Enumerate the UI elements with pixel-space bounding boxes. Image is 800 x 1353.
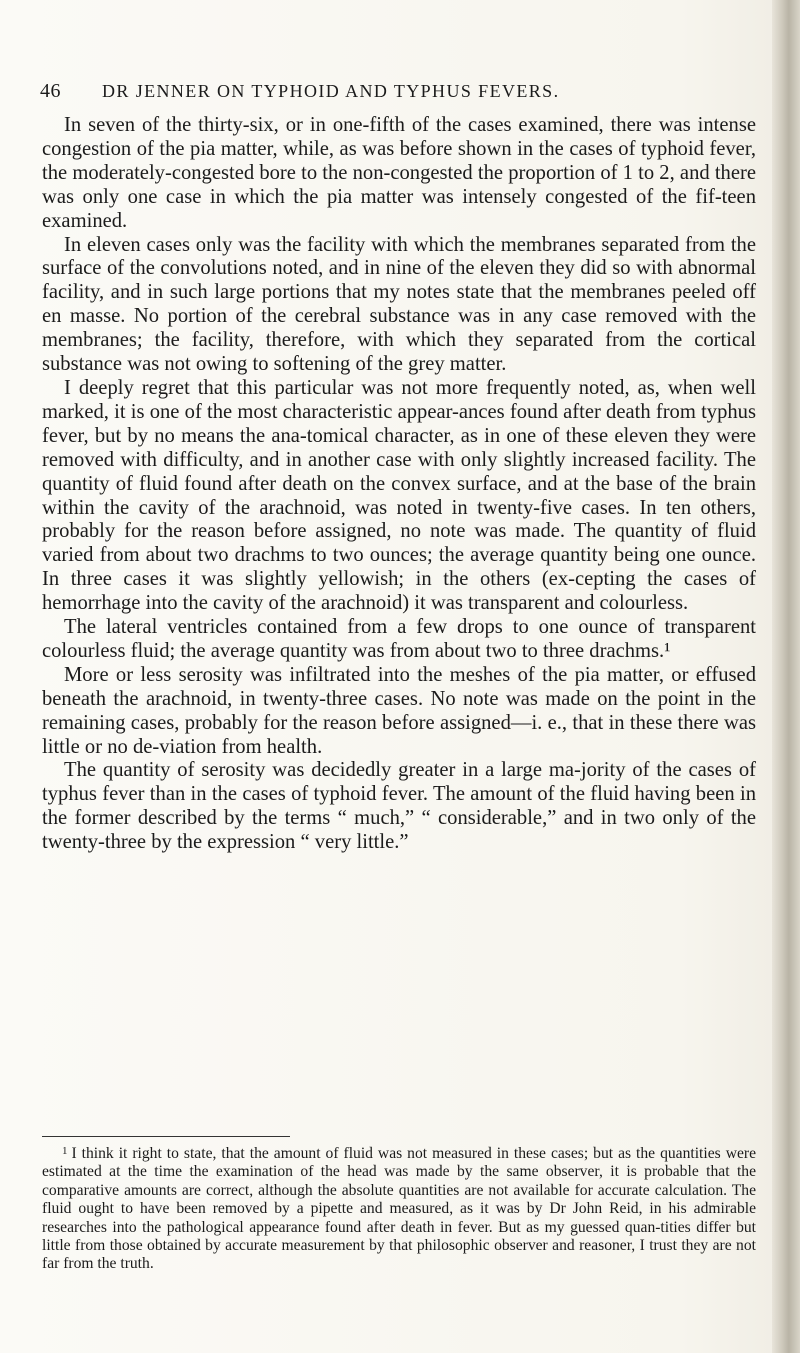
footnote-paragraph xyxy=(42,1142,756,1274)
page-edge xyxy=(772,0,800,1353)
paragraph: I deeply regret that this particular was not more frequently noted, as, when well marked, it is one of the most characteristic appear-ances found after death from typhus fever, but by no means the ana-tomical character, as in one of these eleven they were removed with difficulty, and in another case with only slightly increased facility. The quantity of fluid found after death on the convex surface, and at the base of the brain within the cavity of the arachnoid, was noted in twenty-five cases. In ten others, probably for the reason before assigned, no note was made. The quantity of fluid varied from about two drachms to two ounces; the average quantity being one ounce. In three cases it was slightly yellowish; in the others (ex-cepting the cases of hemorrhage into the cavity of the arachnoid) it was transparent and colourless. xyxy=(42,376,756,615)
page-number: 46 xyxy=(40,80,61,102)
footnote-rule xyxy=(42,1136,290,1137)
paragraph: The lateral ventricles contained from a few drops to one ounce of transparent colourless fluid; the average quantity was from about two to three drachms.¹ xyxy=(42,616,756,662)
paragraph: In eleven cases only was the facility with which the membranes separated from the surface of the convolutions noted, and in nine of the eleven they did so with abnormal facility, and in such large portions that my notes state that the membranes peeled off en masse. No portion of the cerebral substance was in any case removed with the membranes; the facility, therefore, with which they separated from the cortical substance was not owing to softening of the grey matter. xyxy=(42,233,756,376)
paragraph: More or less serosity was infiltrated into the meshes of the pia matter, or effused beneath the arachnoid, in twenty-three cases. No note was made on the point in the remaining cases, probably for the reason before assigned—i. e., that in these there was little or no de-viation from health. xyxy=(42,663,756,758)
footnote-marker: 1 xyxy=(62,1145,68,1157)
paragraph: The quantity of serosity was decidedly greater in a large ma-jority of the cases of typhus fever than in the cases of typhoid fever. The amount of the fluid having been in the former described by the terms “ much,” “ considerable,” and in two only of the twenty-three by the expression “ very little.” xyxy=(42,759,756,854)
page-header xyxy=(40,80,760,104)
paragraph: In seven of the thirty-six, or in one-fifth of the cases examined, there was intense congestion of the pia matter, while, as was before shown in the cases of typhoid fever, the moderately-congested bore to the non-congested the proportion of 1 to 2, and there was only one case in which the pia matter was intensely congested of the fif-teen examined. xyxy=(42,114,756,232)
footnote xyxy=(42,1142,756,1274)
running-head: DR JENNER ON TYPHOID AND TYPHUS FEVERS. xyxy=(102,81,560,101)
footnote-text: I think it right to state, that the amount of fluid was not measured in these cases; but as the quantities were estimated at the time the examination of the head was made by the same observer, it is probable that the comparative amounts are correct, although the absolute quantities are not available for accurate calculation. The fluid ought to have been removed by a pipette and measured, as it was by Dr John Reid, in his admirable researches into the pathological appearance found after death in fever. But as my guessed quan-tities differ but little from those obtained by accurate measurement by that philosophic observer and reasoner, I trust they are not far from the truth. xyxy=(42,1145,756,1273)
body-text xyxy=(42,114,756,855)
